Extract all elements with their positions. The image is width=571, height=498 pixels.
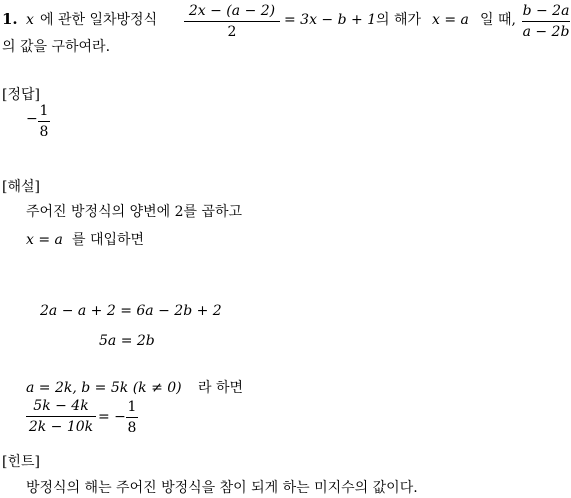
fraction-denominator: 2 [227,24,237,40]
solution-equation-2: 5a = 2b [99,333,155,349]
problem-number: 1. [2,10,18,28]
answer-minus: − [26,111,38,127]
final-denominator: 2k − 10k [28,419,94,435]
final-result-denominator: 8 [127,420,137,436]
problem-var-x: x [26,12,34,28]
solution-step2-math: x = a [26,232,63,248]
final-result-numerator: 1 [127,399,137,415]
problem-equation-fraction [184,4,280,39]
answer-denominator: 8 [39,124,49,140]
ask-denominator: a − 2b [522,24,570,40]
final-numerator: 5k − 4k [33,398,89,414]
answer-numerator: 1 [39,103,49,119]
problem-equation-rhs: = 3x − b + 1 [284,12,377,28]
solution-label: [해설] [2,179,40,195]
solution-final-fraction [26,399,96,434]
problem-text-line2: 의 값을 구하여라. [2,39,111,55]
problem-text-3: 일 때, [480,12,516,28]
solution-step3-text: 라 하면 [198,380,244,396]
problem-text-2: 의 해가 [376,12,422,28]
hint-text: 방정식의 해는 주어진 방정식을 참이 되게 하는 미지수의 값이다. [26,480,418,496]
fraction-numerator: 2x − (a − 2) [188,3,276,19]
solution-equation-1: 2a − a + 2 = 6a − 2b + 2 [40,303,222,319]
solution-step3-math: a = 2k, b = 5k (k ≠ 0) [26,380,182,396]
solution-final-equals: = − [98,409,126,425]
answer-fraction [38,104,50,139]
hint-label: [힌트] [2,454,40,470]
solution-step1: 주어진 방정식의 양변에 2를 곱하고 [26,204,243,220]
answer-label: [정답] [2,87,40,103]
solution-final-result [126,400,138,435]
problem-text-1: 에 관한 일차방정식 [40,12,158,28]
problem-ask-fraction [522,4,570,39]
problem-condition: x = a [432,12,469,28]
solution-step2-text: 를 대입하면 [72,232,145,248]
ask-numerator: b − 2a [522,3,570,19]
